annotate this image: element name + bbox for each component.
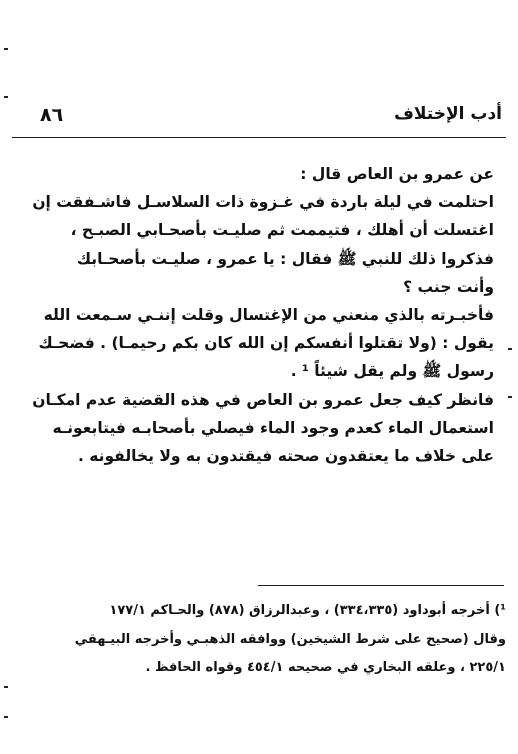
body-line: فأخبـرته بالذي منعني من الإغتسال وقلت إننـي سـمعت الله (43, 306, 494, 325)
footnote-separator (258, 585, 504, 586)
body-line: على خلاف ما يعتقدون صحته فيقتدون به ولا يخالفونه . (77, 447, 494, 466)
footnote-line: ٢٢٥/١ ، وعلقه البخاري في صحيحه ٤٥٤/١ وقواه الحافظ . (145, 660, 506, 675)
footnote-line: ¹) أخرجه أبوداود (٣٣٤،٣٣٥) ، وعبدالرزاق (٨٧٨) والحـاكم ١٧٧/١ (109, 603, 506, 618)
footnote-line: وقال (صحيح على شرط الشيخين) ووافقه الذهبـي وأخرجه البيـهقي (74, 631, 506, 647)
footnotes (14, 597, 506, 683)
body-line: استعمال الماء كعدم وجود الماء فيصلي بأصحابـه فيتابعونـه (52, 418, 494, 437)
body-line: فانظر كيف جعل عمرو بن العاص في هذه القضية عدم امكـان (32, 390, 494, 409)
scan-mark (508, 348, 512, 350)
scan-mark (4, 96, 8, 98)
body-line: عن عمرو بن العاص قال : (300, 165, 494, 183)
scan-mark (4, 716, 8, 718)
body-text (14, 160, 494, 470)
running-header-title: أدب الإختلاف (394, 104, 502, 124)
page-number: ٨٦ (40, 104, 64, 126)
scan-mark (4, 686, 8, 688)
body-line: فذكروا ذلك للنبي ﷺ فقال : يا عمرو ، صليـت بأصحـابك (76, 249, 494, 268)
body-line: يقول : (ولا تقتلوا أنفسكم إن الله كان بكم رحيمـا) . فضحـك (38, 334, 494, 353)
body-line: اغتسلت أن أهلك ، فتيممت ثم صليـت بأصحـابي الصبـح ، (70, 221, 494, 240)
header-rule (12, 137, 506, 138)
scan-mark (4, 48, 8, 50)
body-line: احتلمت في ليلة باردة في غـزوة ذات السلاسـل فاشـفقت إن (32, 193, 494, 212)
body-line: رسول ﷺ ولم يقل شيئاً ¹ . (290, 362, 494, 381)
body-line: وأنت جنب ؟ (403, 277, 494, 296)
scan-mark (508, 396, 512, 398)
